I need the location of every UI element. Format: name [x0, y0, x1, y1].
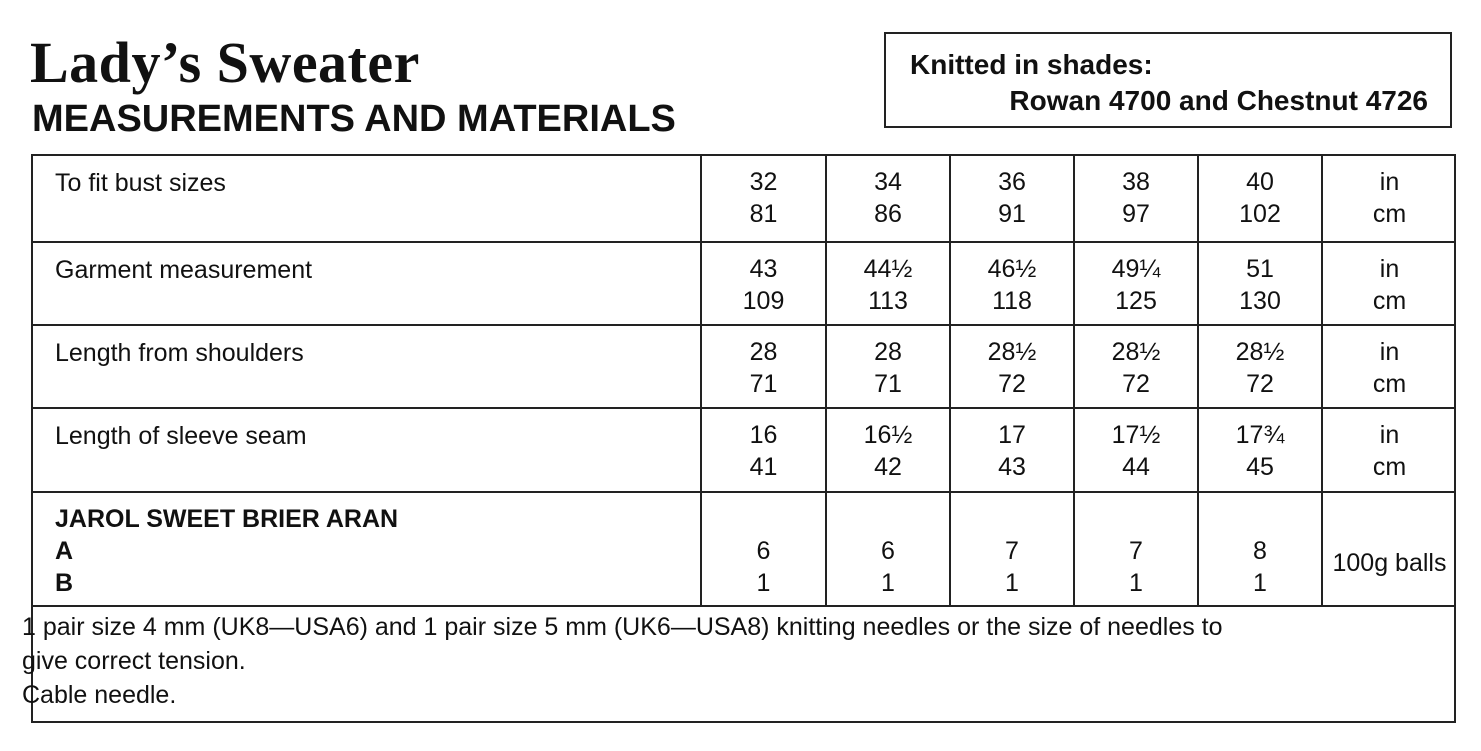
- size-cell-3: 36 91: [949, 156, 1073, 241]
- yarn-cell-3: 7 1: [949, 493, 1073, 605]
- size-cell-5: 40 102: [1197, 156, 1321, 241]
- row-label: Garment measurement: [55, 256, 313, 284]
- size-cell-2: 34 86: [825, 156, 949, 241]
- row-label: To fit bust sizes: [55, 169, 226, 197]
- yarn-name: JAROL SWEET BRIER ARAN: [55, 505, 399, 533]
- size-cell-3: 17 43: [949, 409, 1073, 491]
- notes-line-3: Cable needle.: [22, 681, 177, 709]
- row-label: Length of sleeve seam: [55, 422, 307, 450]
- size-cell-5: 51 130: [1197, 243, 1321, 324]
- row-label: Length from shoulders: [55, 339, 304, 367]
- shade-b-label: B: [55, 569, 74, 597]
- yarn-cell-1: 6 1: [700, 493, 825, 605]
- size-cell-1: 43 109: [700, 243, 825, 324]
- yarn-label: [55, 503, 398, 599]
- unit-cell: in cm: [1321, 156, 1456, 241]
- size-cell-2: 16½ 42: [825, 409, 949, 491]
- yarn-unit-cell: 100g balls: [1321, 493, 1456, 605]
- table-row-yarn: [33, 493, 1454, 607]
- shades-names: Rowan 4700 and Chestnut 4726: [1009, 85, 1428, 116]
- unit-cell: in cm: [1321, 326, 1456, 407]
- size-cell-2: 28 71: [825, 326, 949, 407]
- shades-box: [884, 32, 1452, 128]
- page-title: Lady’s Sweater: [30, 30, 420, 95]
- size-cell-1: 32 81: [700, 156, 825, 241]
- yarn-cell-2: 6 1: [825, 493, 949, 605]
- size-cell-3: 28½ 72: [949, 326, 1073, 407]
- size-cell-1: 28 71: [700, 326, 825, 407]
- notes-line-1: 1 pair size 4 mm (UK8—USA6) and 1 pair size 5 mm (UK6—USA8) knitting needles or the size of needles to: [22, 613, 1223, 641]
- notes-line-2: give correct tension.: [22, 647, 246, 675]
- size-cell-1: 16 41: [700, 409, 825, 491]
- size-cell-3: 46½ 118: [949, 243, 1073, 324]
- needles-notes: [22, 610, 1422, 712]
- size-cell-4: 17½ 44: [1073, 409, 1197, 491]
- size-cell-5: 17¾ 45: [1197, 409, 1321, 491]
- page-subtitle: MEASUREMENTS AND MATERIALS: [32, 98, 676, 140]
- table-row-length-shoulders: [33, 326, 1454, 409]
- table-row-sleeve-seam: [33, 409, 1454, 493]
- table-row-garment: [33, 243, 1454, 326]
- unit-cell: in cm: [1321, 243, 1456, 324]
- size-cell-2: 44½ 113: [825, 243, 949, 324]
- shades-heading: Knitted in shades:: [910, 49, 1153, 80]
- size-cell-4: 38 97: [1073, 156, 1197, 241]
- yarn-cell-4: 7 1: [1073, 493, 1197, 605]
- yarn-cell-5: 8 1: [1197, 493, 1321, 605]
- shade-a-label: A: [55, 537, 74, 565]
- table-row-bust: [33, 156, 1454, 243]
- size-cell-4: 28½ 72: [1073, 326, 1197, 407]
- unit-cell: in cm: [1321, 409, 1456, 491]
- size-cell-5: 28½ 72: [1197, 326, 1321, 407]
- size-cell-4: 49¼ 125: [1073, 243, 1197, 324]
